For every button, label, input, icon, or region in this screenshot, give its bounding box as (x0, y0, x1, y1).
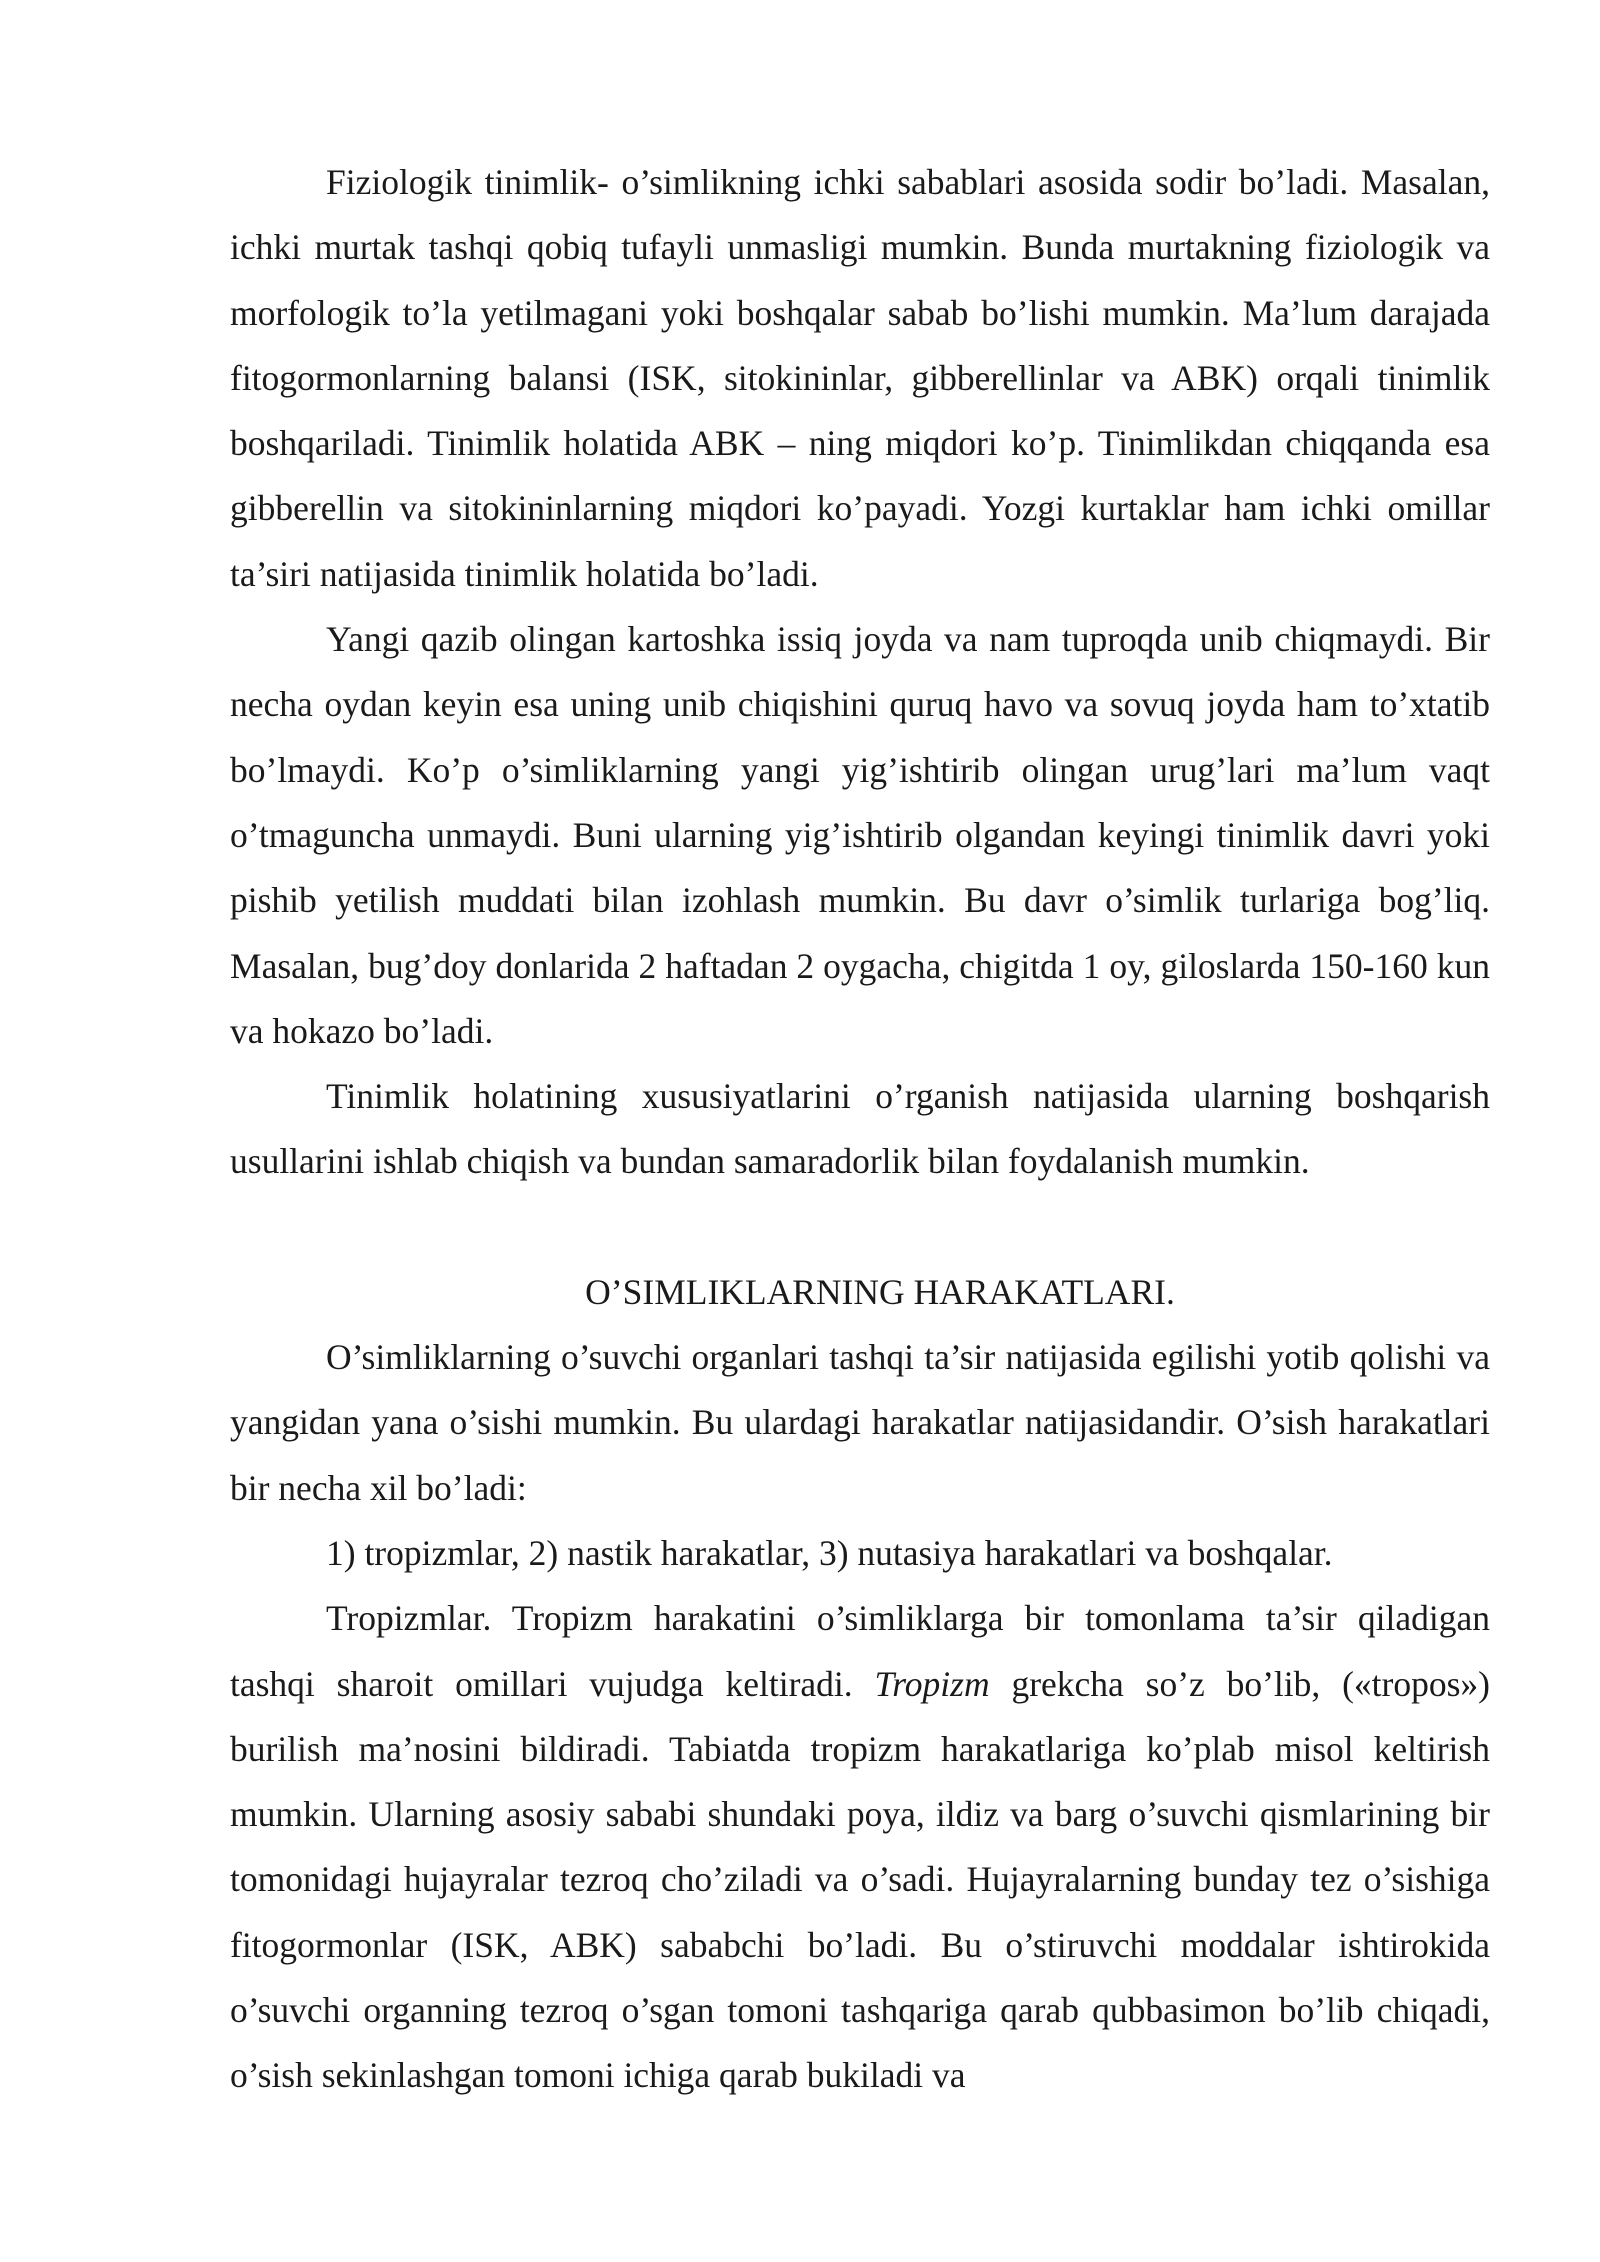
section-heading: O’SIMLIKLARNING HARAKATLARI. (585, 1271, 1175, 1312)
document-page (230, 150, 1490, 2109)
paragraph-tropisms (230, 1586, 1490, 2108)
tropism-term-italic: Tropizm (874, 1663, 990, 1704)
paragraph-movement-types: 1) tropizmlar, 2) nastik harakatlar, 3) nutasiya harakatlari va boshqalar. (326, 1532, 1333, 1573)
paragraph-plant-movements: O’simliklarning o’suvchi organlari tashqi ta’sir natijasida egilishi yotib qolishi va yangidan yana o’sishi mumkin. Bu ulardagi harakatlar natijasidandir. O’sish harakatlari bir necha xil bo’ladi: (230, 1337, 1490, 1508)
paragraph-dormancy-study: Tinimlik holatining xususiyatlarini o’rganish natijasida ularning boshqarish usullarini ishlab chiqish va bundan samaradorlik bilan foydalanish mumkin. (230, 1076, 1490, 1182)
tropisms-text-start: Tropizmlar. Tropizm harakatini o’simliklarga bir tomonlama ta’sir qiladigan tashqi sharoit omillari vujudga keltiradi. (230, 1598, 1490, 1704)
paragraph-potato-dormancy: Yangi qazib olingan kartoshka issiq joyda va nam tuproqda unib chiqmaydi. Bir necha oydan keyin esa uning unib chiqishini quruq havo va sovuq joyda ham to’xtatib bo’lmaydi. Ko’p o’simliklarning yangi yig’ishtirib olingan urug’lari ma’lum vaqt o’tmaguncha unmaydi. Buni ularning yig’ishtirib olgandan keyingi tinimlik davri yoki pishib yetilish muddati bilan izohlash mumkin. Bu davr o’simlik turlariga bog’liq. Masalan, bug’doy donlarida 2 haftadan 2 oygacha, chigitda 1 oy, giloslarda 150-160 kun va hokazo bo’ladi. (230, 619, 1490, 1051)
paragraph-physiological-dormancy: Fiziologik tinimlik- o’simlikning ichki sabablari asosida sodir bo’ladi. Masalan, ichki murtak tashqi qobiq tufayli unmasligi mumkin. Bunda murtakning fiziologik va morfologik to’la yetilmagani yoki boshqalar sabab bo’lishi mumkin. Ma’lum darajada fitogormonlarning balansi (ISK, sitokininlar, gibberellinlar va ABK) orqali tinimlik boshqariladi. Tinimlik holatida ABK – ning miqdori ko’p. Tinimlikdan chiqqanda esa gibberellin va sitokininlarning miqdori ko’payadi. Yozgi kurtaklar ham ichki omillar ta’siri natijasida tinimlik holatida bo’ladi. (230, 162, 1490, 594)
section-spacer (230, 1195, 1490, 1260)
tropisms-text-end: grekcha so’z bo’lib, («tropos») burilish ma’nosini bildiradi. Tabiatda tropizm harakatlariga ko’plab misol keltirish mumkin. Ularning asosiy sababi shundaki poya, ildiz va barg o’suvchi qismlarining bir tomonidagi hujayralar tezroq cho’ziladi va o’sadi. Hujayralarning bunday tez o’sishiga fitogormonlar (ISK, ABK) sababchi bo’ladi. Bu o’stiruvchi moddalar ishtirokida o’suvchi organning tezroq o’sgan tomoni tashqariga qarab qubbasimon bo’lib chiqadi, o’sish sekinlashgan tomoni ichiga qarab bukiladi va (230, 1663, 1491, 2096)
